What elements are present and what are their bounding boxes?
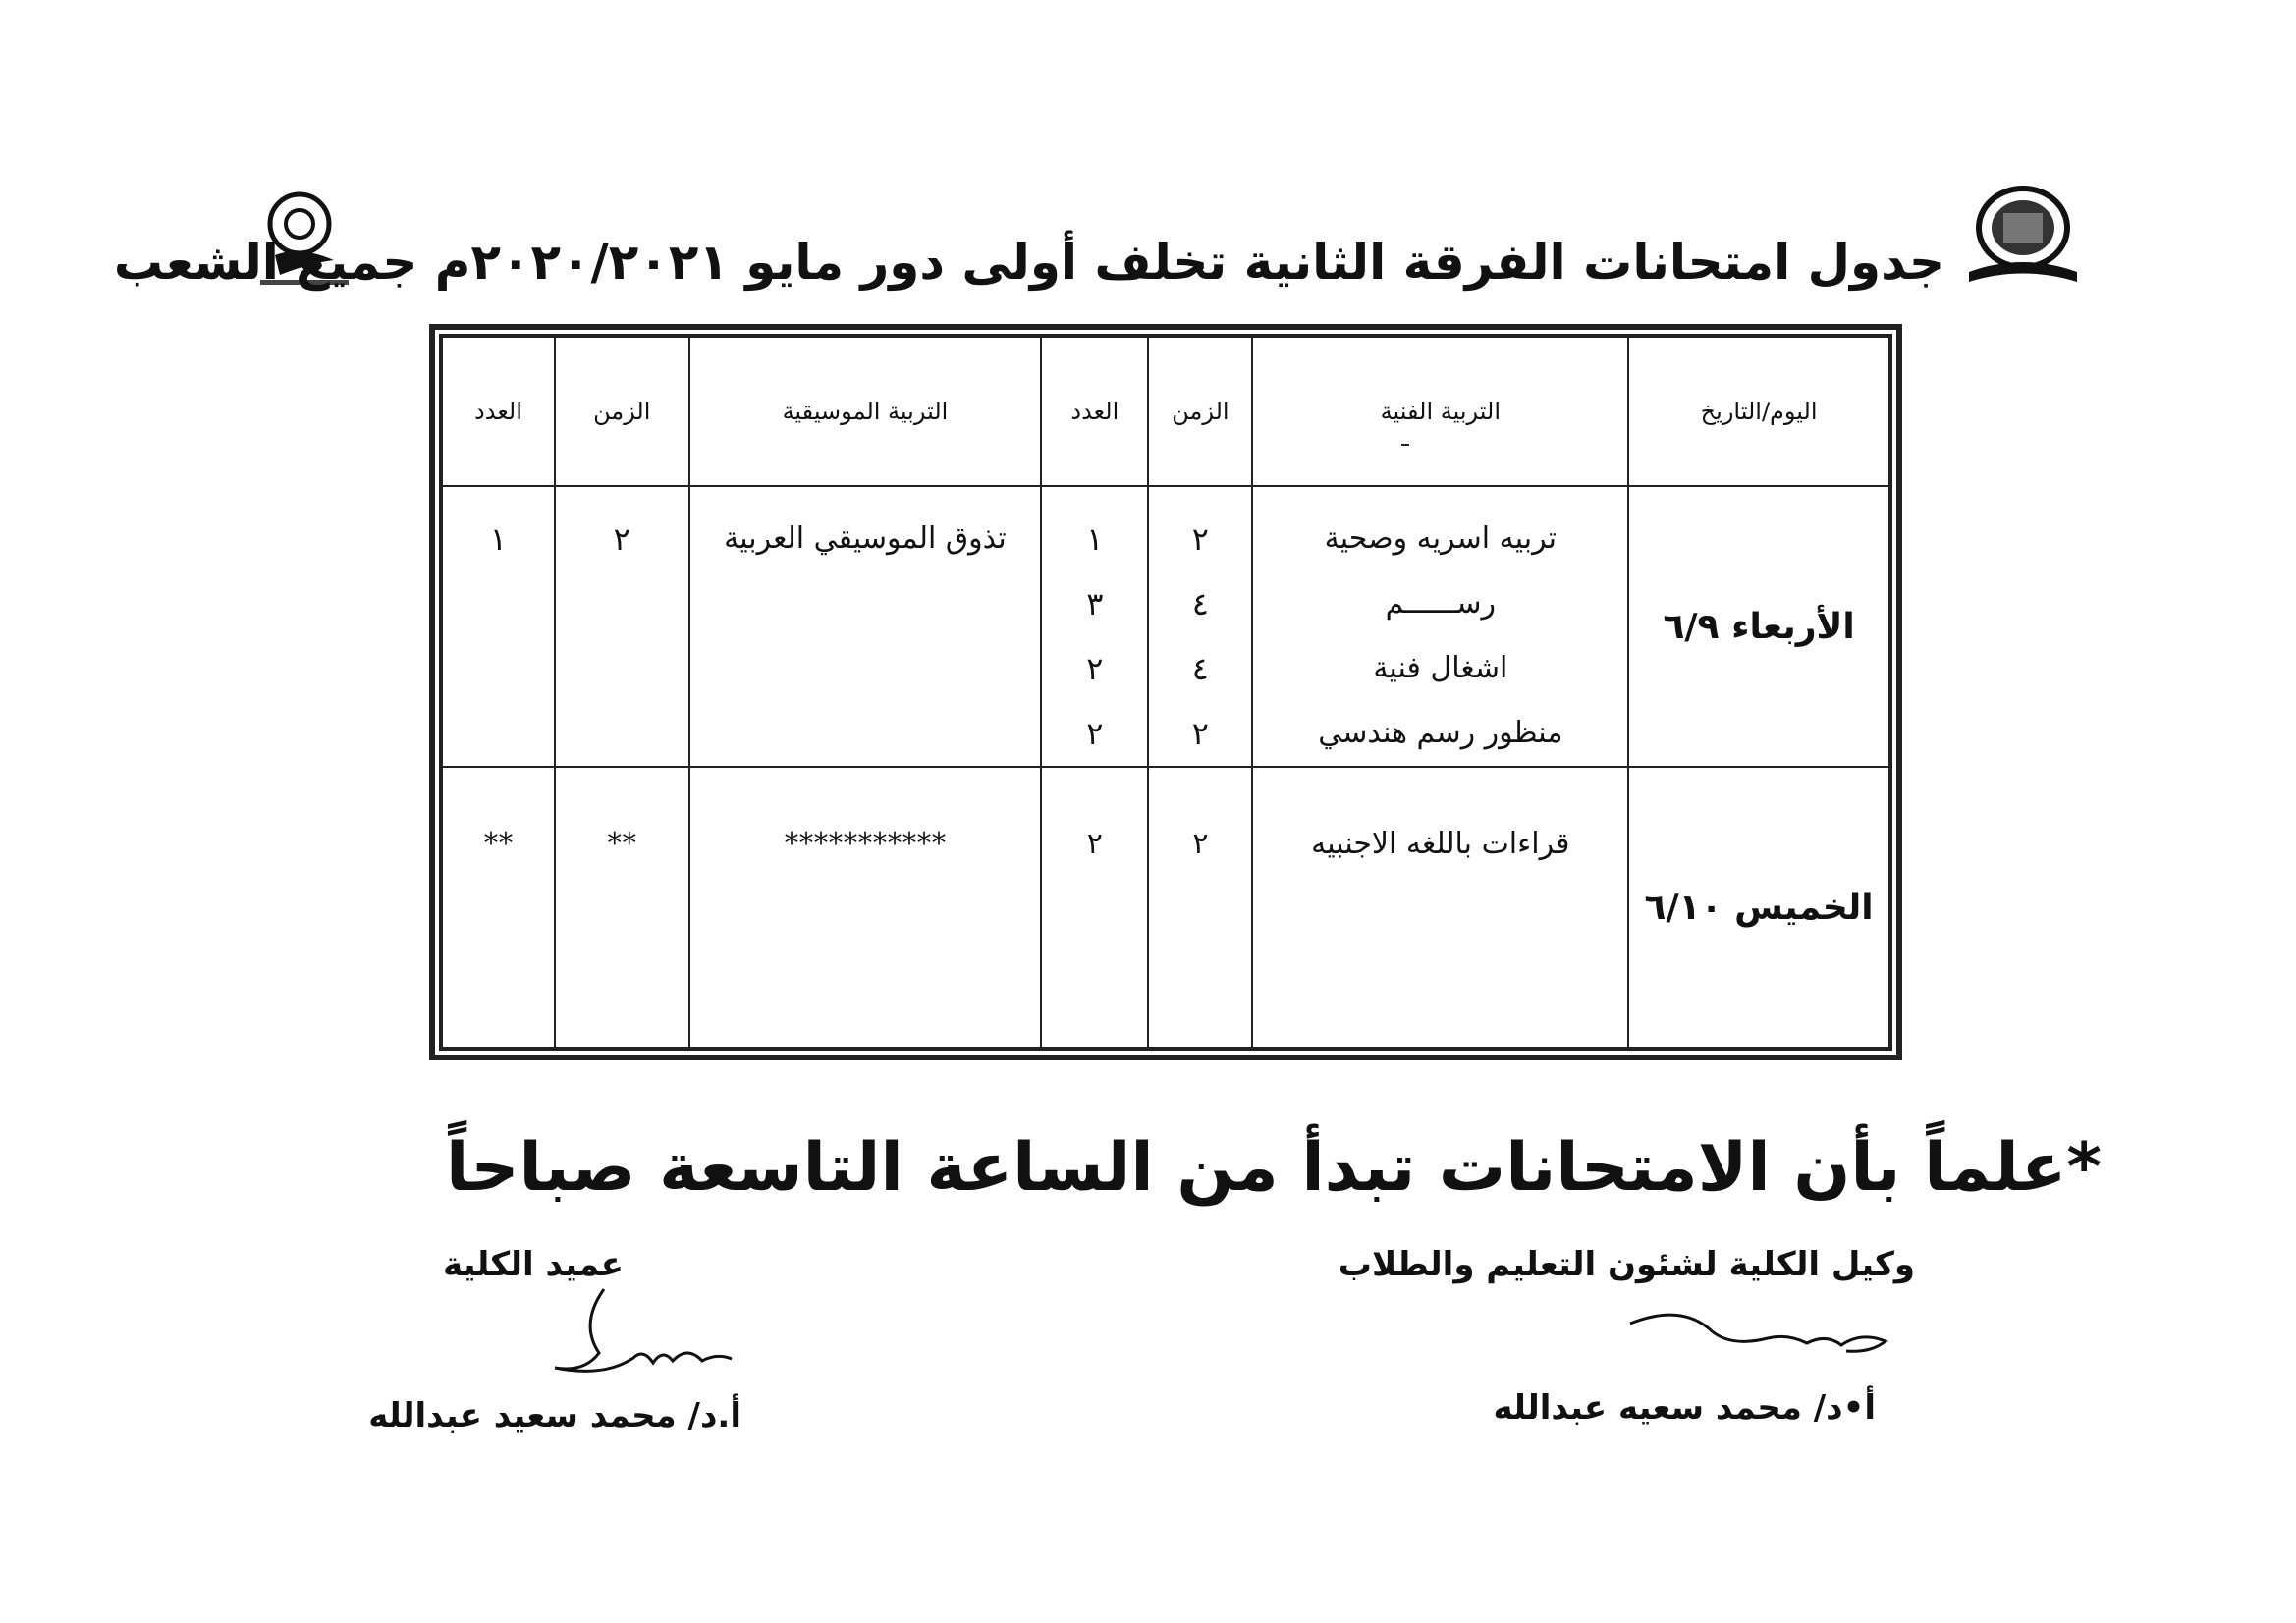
art-time: ٢ <box>1191 520 1209 558</box>
art-subject: منظور رسم هندسي <box>1318 716 1563 750</box>
dean-name: أ.د/ محمد سعيد عبدالله <box>368 1396 741 1435</box>
university-seal-icon <box>1949 179 2097 287</box>
music-subject-cell: *********** <box>689 767 1042 1048</box>
art-subject: اشغال فنية <box>1373 651 1508 685</box>
art-counts-cell <box>1041 486 1148 767</box>
art-subjects-cell: قراءات باللغه الاجنبيه <box>1252 767 1628 1048</box>
header-count-2: العدد <box>442 337 555 486</box>
header-day-date: اليوم/التاريخ <box>1628 337 1889 486</box>
art-subject: رســــــم <box>1385 586 1496 621</box>
art-time: ٤ <box>1191 650 1209 687</box>
header-count-1: العدد <box>1041 337 1148 486</box>
table-row <box>442 486 1889 767</box>
day-cell: الأربعاء ٦/٩ <box>1628 486 1889 767</box>
music-count-cell <box>442 486 555 767</box>
art-count: ١ <box>1086 520 1104 558</box>
vice-dean-title: وكيل الكلية لشئون التعليم والطلاب <box>1338 1245 1915 1284</box>
music-time: ٢ <box>613 520 630 558</box>
exam-schedule-table <box>429 324 1902 1060</box>
art-count: ٢ <box>1086 715 1104 752</box>
music-subject: تذوق الموسيقي العربية <box>724 521 1007 556</box>
music-time-cell <box>555 486 689 767</box>
art-subjects-cell <box>1252 486 1628 767</box>
music-subject-cell <box>689 486 1042 767</box>
music-time-cell: ** <box>555 767 689 1048</box>
dean-signature-block <box>349 1245 741 1435</box>
music-count-cell: ** <box>442 767 555 1048</box>
art-count: ٣ <box>1086 585 1104 622</box>
art-time: ٢ <box>1191 715 1209 752</box>
art-counts-cell: ٢ <box>1041 767 1148 1048</box>
vice-dean-signature-block <box>1296 1245 1915 1428</box>
header-art-education: التربية الفنية <box>1252 337 1628 486</box>
table-row <box>442 767 1889 1048</box>
art-subject: تربيه اسريه وصحية <box>1324 521 1558 556</box>
day-cell: الخميس ٦/١٠ <box>1628 767 1889 1048</box>
university-logo-right <box>1949 179 2097 287</box>
dean-signature-icon <box>525 1284 741 1392</box>
art-times-cell <box>1148 486 1252 767</box>
schedule-grid <box>441 336 1890 1049</box>
vice-dean-signature-icon <box>1620 1294 1915 1382</box>
exam-start-note: *علماً بأن الامتحانات تبدأ من الساعة التاسعة صباحاً <box>445 1129 2102 1207</box>
music-count: ١ <box>489 520 508 558</box>
art-time: ٤ <box>1191 585 1209 622</box>
art-count: ٢ <box>1086 650 1104 687</box>
page-title: جدول امتحانات الفرقة الثانية تخلف أولى دور مايو ٢٠٢٠/٢٠٢١م جميع الشعب <box>113 234 1944 291</box>
vice-dean-name: أ•د/ محمد سعيه عبدالله <box>1493 1388 1876 1428</box>
header-music-education: التربية الموسيقية <box>689 337 1042 486</box>
header-time-2: الزمن <box>555 337 689 486</box>
art-times-cell: ٢ <box>1148 767 1252 1048</box>
dean-title: عميد الكلية <box>443 1245 624 1284</box>
header-time-1: الزمن <box>1148 337 1252 486</box>
header-row <box>442 337 1889 486</box>
